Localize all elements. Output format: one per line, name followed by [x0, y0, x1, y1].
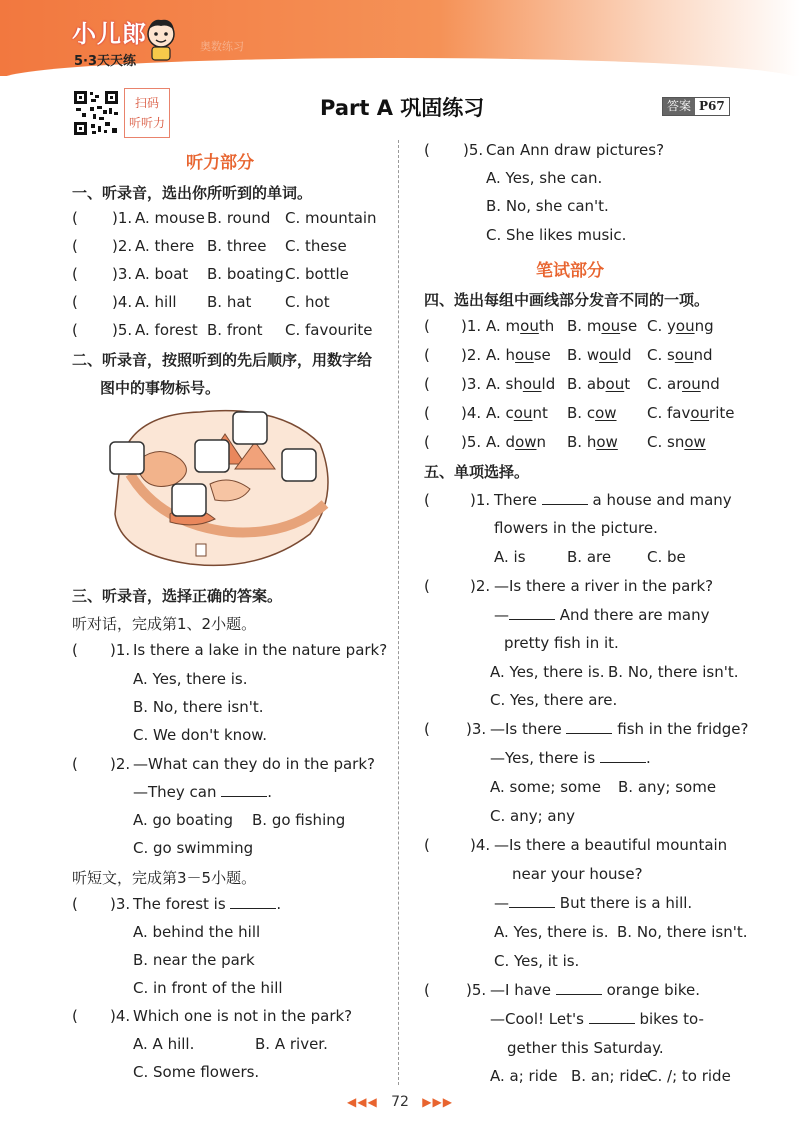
answer-blank[interactable] [509, 895, 555, 908]
answer-blank[interactable] [221, 784, 267, 797]
brand-logo: 小儿郎 [72, 20, 147, 48]
arrow-right-icon: ▶▶▶ [422, 1095, 453, 1109]
faint-text: 奥数练习 [200, 40, 244, 53]
section-2-heading: 二、听录音，按照听到的先后顺序，用数字给 [72, 351, 373, 369]
column-divider [398, 140, 399, 1085]
mascot-icon [140, 16, 182, 62]
answer-label: 答案 [663, 98, 695, 115]
dialog-instruction: 听对话，完成第1、2小题。 [72, 615, 257, 633]
answer-blank[interactable] [600, 750, 646, 763]
scan-label-2: 听听力 [128, 116, 165, 130]
nature-park-illustration [100, 404, 340, 572]
answer-reference [662, 97, 730, 116]
page-title: Part A 巩固练习 [320, 96, 485, 120]
answer-blank[interactable] [589, 1011, 635, 1024]
arrow-left-icon: ◀◀◀ [347, 1095, 378, 1109]
section-4-heading: 四、选出每组中画线部分发音不同的一项。 [424, 291, 710, 309]
passage-instruction: 听短文，完成第3－5小题。 [72, 869, 257, 887]
listening-section-title: 听力部分 [186, 153, 254, 173]
scan-listen-badge[interactable] [124, 88, 170, 138]
answer-blank[interactable] [542, 492, 588, 505]
writing-section-title: 笔试部分 [536, 261, 604, 281]
scan-label-1: 扫码 [134, 96, 159, 110]
answer-blank[interactable] [566, 721, 612, 734]
series-name: 5·3天天练 [74, 54, 137, 69]
section-3-heading: 三、听录音，选择正确的答案。 [72, 587, 283, 605]
page-footer [0, 1094, 800, 1110]
qr-code-icon[interactable] [73, 90, 119, 136]
section-5-heading: 五、单项选择。 [424, 463, 530, 481]
answer-blank[interactable] [509, 607, 555, 620]
answer-blank[interactable] [556, 982, 602, 995]
page-number: 72 [391, 1094, 409, 1110]
answer-blank[interactable] [230, 896, 276, 909]
answer-page: P67 [699, 99, 725, 113]
section-1-heading: 一、听录音，选出你所听到的单词。 [72, 184, 313, 202]
section-2-heading-cont: 图中的事物标号。 [100, 379, 221, 397]
